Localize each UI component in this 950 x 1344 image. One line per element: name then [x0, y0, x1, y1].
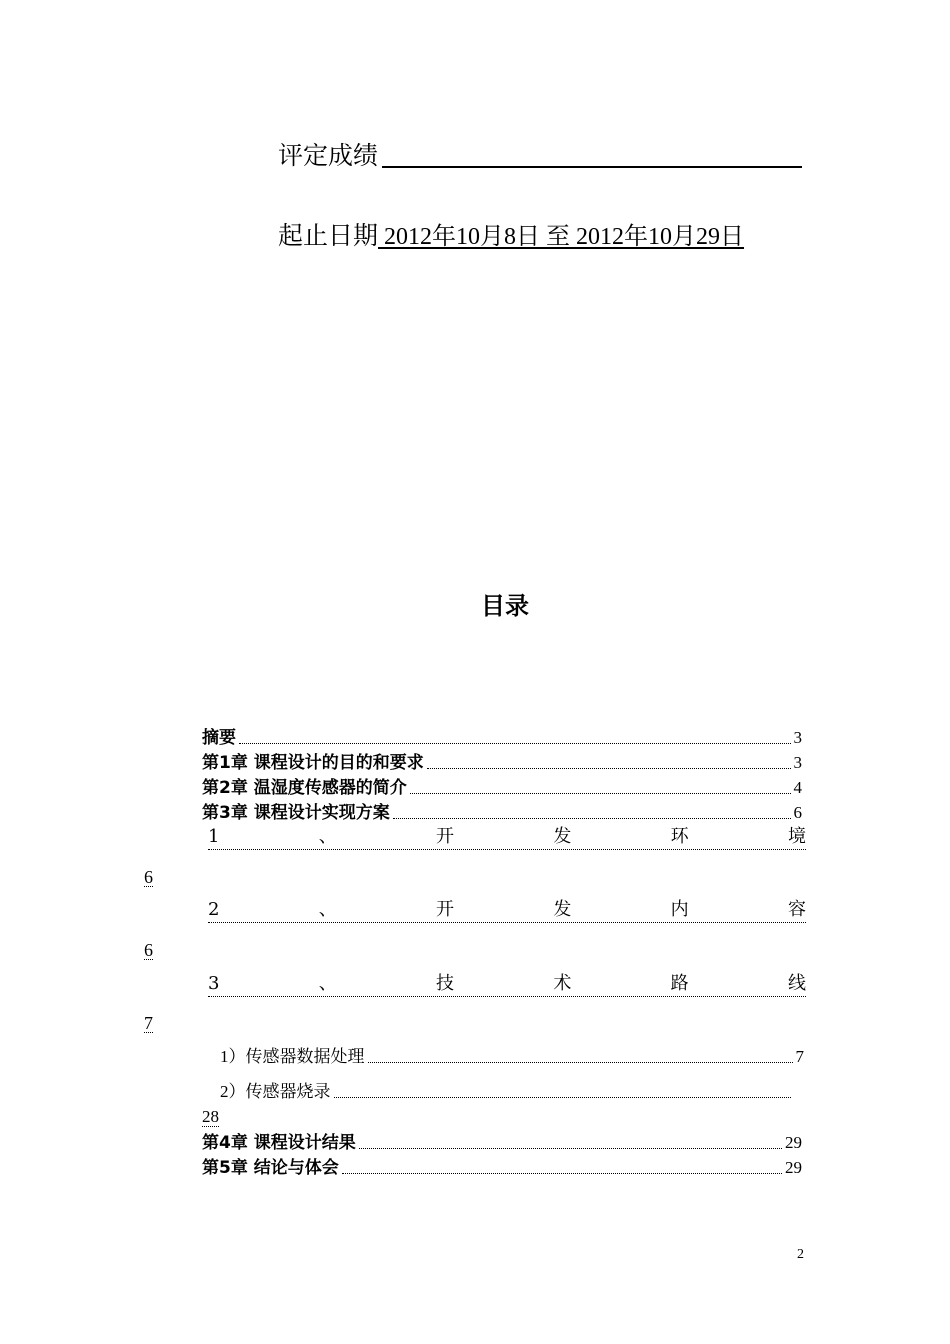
toc-entry-page: 4 — [793, 778, 802, 797]
toc-sub-char: 开 — [436, 826, 455, 847]
toc-sub-char: 技 — [436, 973, 455, 994]
toc-entry-chapter-3[interactable] — [202, 803, 802, 823]
toc-sub-entry-2[interactable] — [208, 900, 806, 923]
toc-sub-char: 容 — [787, 899, 806, 920]
toc-leader — [427, 767, 791, 769]
toc-entry-page: 29 — [785, 1158, 802, 1177]
toc-sub-entry-3-2-page: 28 — [202, 1107, 219, 1126]
grade-label: 评定成绩 — [278, 141, 379, 170]
toc-entry-page: 29 — [785, 1133, 802, 1152]
toc-entry-abstract[interactable] — [202, 728, 802, 748]
toc-entry-title: 第3章 课程设计实现方案 — [202, 803, 390, 823]
toc-sub-char: 、 — [318, 826, 337, 847]
toc-entry-chapter-4[interactable] — [202, 1133, 802, 1153]
toc-entry-chapter-2[interactable] — [202, 778, 802, 798]
toc-entry-chapter-1[interactable] — [202, 753, 802, 773]
toc-leader — [393, 817, 791, 819]
toc-title: 目录 — [481, 592, 529, 620]
toc-sub-char: 线 — [787, 973, 806, 994]
toc-sub-char: 发 — [553, 826, 572, 847]
toc-entry-page: 7 — [795, 1047, 804, 1066]
toc-leader — [359, 1147, 782, 1149]
toc-leader — [239, 742, 791, 744]
toc-sub-entry-3[interactable] — [208, 974, 806, 997]
toc-entry-title: 摘要 — [202, 728, 236, 748]
toc-sub-entry-1[interactable] — [208, 827, 806, 850]
toc-sub-char: 3 — [208, 973, 220, 994]
period-value: 2012年10月8日 至 2012年10月29日 — [378, 224, 745, 250]
toc-sub-char: 、 — [318, 973, 337, 994]
toc-leader — [410, 792, 791, 794]
toc-sub-char: 开 — [436, 899, 455, 920]
toc-sub-char: 发 — [553, 899, 572, 920]
toc-entry-page: 6 — [793, 803, 802, 822]
toc-entry-title: 第5章 结论与体会 — [202, 1158, 339, 1178]
toc-sub-char: 1 — [208, 826, 220, 847]
toc-sub-char: 2 — [208, 899, 220, 920]
toc-entry-title: 1）传感器数据处理 — [220, 1047, 365, 1066]
toc-sub-char: 内 — [670, 899, 689, 920]
toc-sub-entry-3-page: 7 — [144, 1013, 153, 1033]
toc-sub-char: 、 — [318, 899, 337, 920]
toc-entry-chapter-5[interactable] — [202, 1158, 802, 1178]
toc-sub-char: 环 — [670, 826, 689, 847]
toc-entry-page: 3 — [793, 753, 802, 772]
toc-entry-title: 第4章 课程设计结果 — [202, 1133, 356, 1153]
toc-entry-title: 2）传感器烧录 — [220, 1082, 331, 1101]
toc-sub-char: 术 — [553, 973, 572, 994]
toc-leader — [368, 1061, 793, 1063]
toc-entry-title: 第1章 课程设计的目的和要求 — [202, 753, 424, 773]
grade-blank-line — [382, 166, 802, 168]
page-number: 2 — [797, 1247, 804, 1262]
period-field — [278, 216, 744, 252]
toc-sub-char: 路 — [670, 973, 689, 994]
toc-entry-title: 第2章 温湿度传感器的简介 — [202, 778, 407, 798]
toc-sub-entry-1-page: 6 — [144, 867, 153, 887]
period-label: 起止日期 — [278, 221, 379, 250]
toc-sub-char: 境 — [787, 826, 806, 847]
toc-sub-entry-3-1[interactable] — [220, 1047, 804, 1067]
toc-leader — [334, 1096, 792, 1098]
toc-entry-page: 3 — [793, 728, 802, 747]
grade-field — [278, 136, 802, 172]
toc-sub-entry-2-page: 6 — [144, 940, 153, 960]
toc-sub-entry-3-2[interactable] — [220, 1082, 794, 1102]
toc-leader — [342, 1172, 782, 1174]
